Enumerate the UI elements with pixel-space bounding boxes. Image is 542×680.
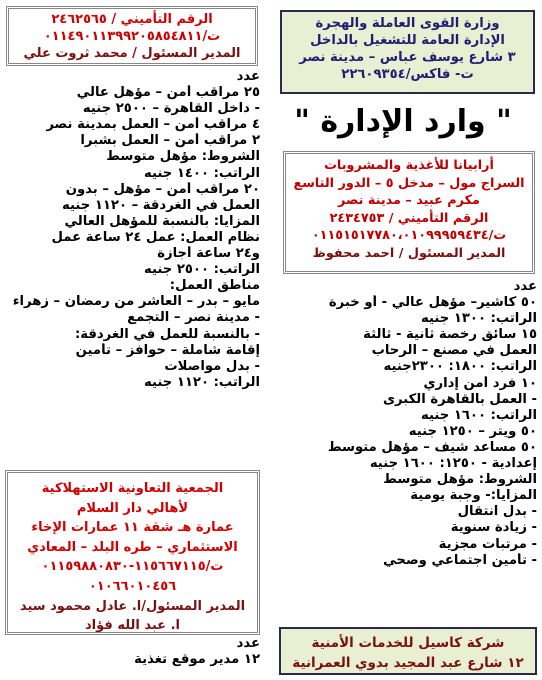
ministry-name: وزارة القوى العاملة والهجرة xyxy=(315,16,500,31)
company-name: أرابيانا للأغذية والمشروبات xyxy=(324,158,494,173)
list-item: الشروط: مؤهل متوسط xyxy=(106,149,260,165)
insurance-info-box xyxy=(6,6,258,66)
list-item: ٤ مراقب أمن – العمل بمدينة نصر xyxy=(46,117,260,133)
list-item: - بالنسبة للعمل في الغردقة: xyxy=(74,326,260,342)
catering-jobs-list xyxy=(10,636,260,668)
company-manager: المدير المسئول / احمد محفوظ xyxy=(312,245,506,261)
security-jobs-list xyxy=(10,69,260,391)
list-item: مايو – بدر – العاشر من رمضان – زهراء xyxy=(12,294,260,310)
list-item: عدد xyxy=(236,636,260,651)
insurance-phones: ت/٠١١٤٩٠١١٣٩٩٢٠٥٨٥٤٨١١ xyxy=(43,29,221,44)
list-item: ١٥ سائق رخصة ثانية - ثالثة xyxy=(363,327,537,343)
company-castle-box xyxy=(279,627,537,675)
list-item: الراتب: ١٦٠٠ جنيه xyxy=(420,407,537,423)
company-name: الجمعية التعاونية الاستهلاكية xyxy=(41,481,224,496)
list-item: العمل في الغردقة – ١١٢٠ جنيه xyxy=(61,197,260,213)
list-item: ٢٠ مراقب أمن – مؤهل – بدون xyxy=(65,181,260,197)
company-name: شركة كاسيل للخدمات الأمنية xyxy=(311,635,505,651)
list-item: الراتب: ٢٥٠٠ جنيه xyxy=(143,262,260,278)
company-mobiles: ت/٠١١٥١٥١٧٧٨٠،٠١٠٩٩٩٥٩٤٣٤ xyxy=(311,228,507,244)
list-item: ٥٠ ويتر – ١٢٥٠ جنيه xyxy=(408,423,537,439)
ministry-phone-fax: ت- فاكس/٢٢٦٠٩٣٥٤ xyxy=(341,67,474,82)
company-address: ١٢ شارع عبد المجيد بدوي العمرانية xyxy=(292,655,524,671)
list-item: الراتب: ١١٢٠ جنيه xyxy=(143,374,260,390)
ministry-department: الإدارة العامة للتشغيل بالداخل xyxy=(310,33,505,48)
list-item: - زيادة سنوية xyxy=(450,520,537,536)
list-item: ٥٠ كاشير– مؤهل عالي - أو خبرة xyxy=(328,295,537,311)
ministry-address: ٣ شارع يوسف عباس – مدينة نصر xyxy=(299,50,516,65)
list-item: الراتب: ١٤٠٠ جنيه xyxy=(143,165,260,181)
company-phones: ٠١٠٦٦٠١٠٤٥٦ xyxy=(88,578,177,594)
company-cooperative-box xyxy=(5,470,260,635)
list-item: - مدينة نصر – التجمع xyxy=(127,310,260,326)
company-manager: المدير المسئول/ا. عادل محمود سيد xyxy=(19,598,246,614)
page-title: " وارد الإدارة " xyxy=(294,104,512,139)
list-item: الراتب: ١٣٠٠ جنيه xyxy=(420,311,537,327)
list-item: عدد xyxy=(236,69,260,84)
company-address: مكرم عبيد – مدينة نصر xyxy=(338,193,480,209)
insurance-number: الرقم التأميني / ٢٤٦٢٥٦٥ xyxy=(51,12,213,27)
company-manager: ا. عبد الله فؤاد xyxy=(85,618,180,634)
list-item: إقامة شاملة – حوافز – تأمين xyxy=(75,342,260,358)
list-item: - تأمين اجتماعي وصحي xyxy=(383,552,537,568)
ministry-header-box xyxy=(280,10,535,94)
list-item: - مرتبات مجزية xyxy=(438,536,537,552)
company-subtitle: لأهالي دار السلام xyxy=(76,500,189,516)
list-item: عدد xyxy=(513,279,537,294)
list-item: ٢٥ مراقب أمن – مؤهل عالي xyxy=(76,85,260,101)
list-item: المزايا: بالنسبة للمؤهل العالي xyxy=(64,213,260,229)
company-address: عمارة هـ شقة ١١ عمارات الإخاء xyxy=(31,520,234,536)
list-item: ٢ مراقب أمن – العمل بشبرا xyxy=(80,133,260,149)
list-item: الشروط: مؤهل متوسط xyxy=(383,472,537,488)
list-item: - داخل القاهرة – ٢٥٠٠ جنيه xyxy=(82,101,260,117)
list-item: - العمل بالقاهرة الكبرى xyxy=(382,391,537,407)
company-arabiana-box xyxy=(283,151,535,274)
list-item: مناطق العمل: xyxy=(169,278,260,294)
list-item: نظام العمل: عمل ٢٤ ساعة عمل xyxy=(51,229,260,245)
company-insurance-number: الرقم التأميني / ٢٤٣٤٧٥٣ xyxy=(329,210,489,226)
list-item: الراتب: ١٨٠٠: ٢٣٠٠جنيه xyxy=(383,359,537,375)
arabiana-jobs-list xyxy=(282,279,537,569)
list-item: - بدل انتقال xyxy=(457,504,537,520)
insurance-manager: المدير المسئول / محمد ثروت علي xyxy=(23,46,241,61)
company-address: الاستثماري – طره البلد – المعادي xyxy=(27,539,238,555)
company-address: السراج مول – مدخل ٥ – الدور التاسع xyxy=(293,175,525,191)
list-item: ١٠ فرد أمن إداري xyxy=(423,375,537,391)
list-item: إعدادية - ١٢٥٠: ١٦٠٠ جنيه xyxy=(369,456,537,472)
list-item: المزايا:- وجبة يومية xyxy=(410,488,537,504)
list-item: و٢٤ ساعة أجازة xyxy=(157,246,260,262)
list-item: ٥٠ مساعد شيف – مؤهل متوسط xyxy=(327,439,537,455)
list-item: ١٢ مدير موقع تغذية xyxy=(134,652,260,668)
list-item: العمل في مصنع – الرحاب xyxy=(371,343,537,359)
company-phones: ت/١١٥٦٦٧١١٥-٠١١٥٩٨٨٠٨٣٠ xyxy=(41,559,224,575)
list-item: - بدل مواصلات xyxy=(164,358,260,374)
